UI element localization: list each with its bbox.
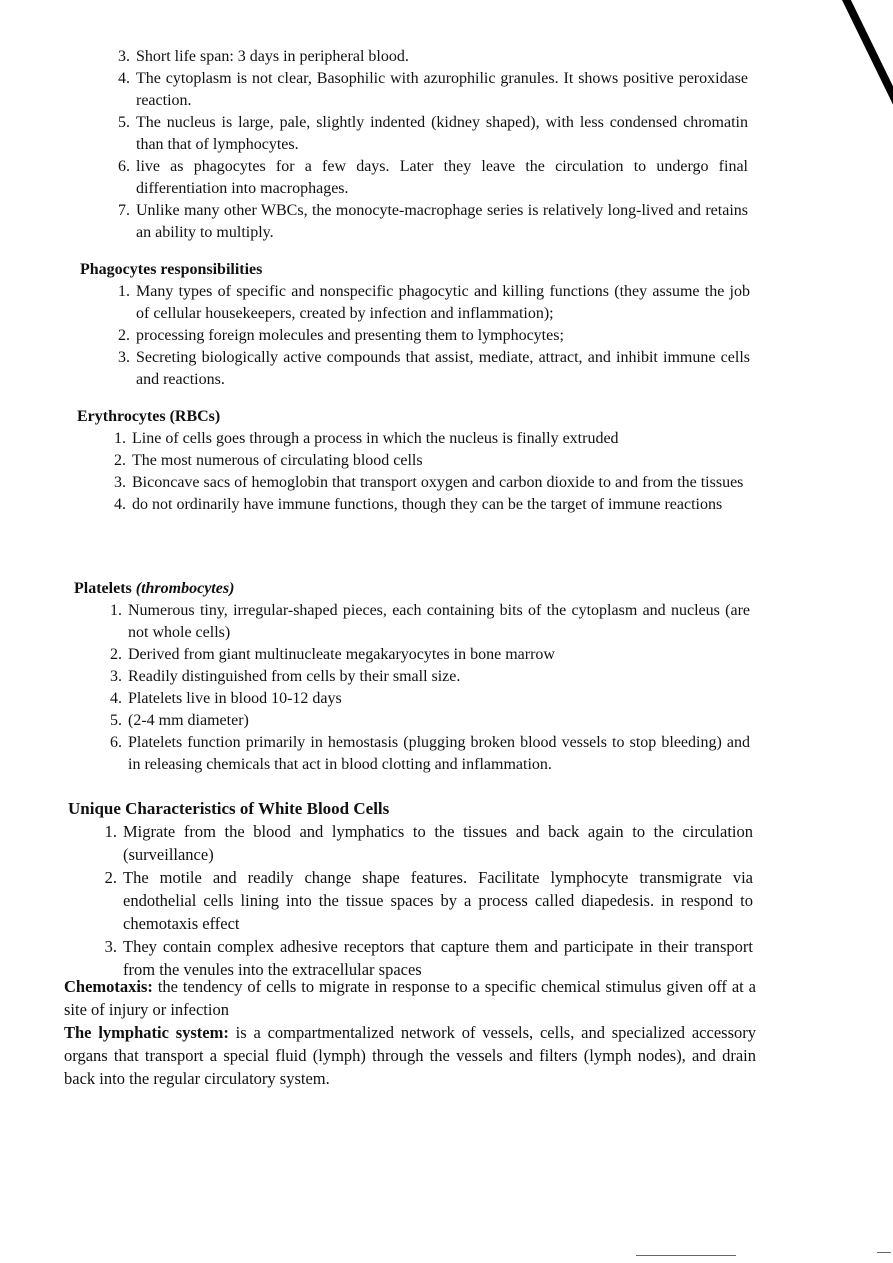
list-item: 1. Line of cells goes through a process in which the nucleus is finally extruded: [114, 430, 619, 447]
list-item: 2. Derived from giant multinucleate megakaryocytes in bone marrow: [110, 646, 555, 663]
definitions-section: [64, 975, 756, 1090]
list-item: 3. Short life span: 3 days in peripheral blood.: [118, 48, 409, 65]
list-item: 3. They contain complex adhesive receptors that capture them and participate in their transport from the venules into the extracellular spaces: [104, 937, 753, 979]
list-item: 5. (2-4 mm diameter): [110, 712, 249, 729]
section-heading: Platelets (thrombocytes): [74, 580, 235, 597]
list-item: 2. processing foreign molecules and presenting them to lymphocytes;: [118, 327, 564, 344]
list-item: 1. Migrate from the blood and lymphatics to the tissues and back again to the circulation (surveillance): [104, 822, 753, 864]
platelets-section: [74, 578, 750, 776]
section-heading: Unique Characteristics of White Blood Cells: [68, 799, 390, 818]
monocyte-list: [118, 46, 748, 244]
list-item: 3. Readily distinguished from cells by their small size.: [110, 668, 461, 685]
scan-bottom-line: [636, 1255, 736, 1256]
heading-italic-term: (thrombocytes): [135, 580, 235, 597]
lymphatic-system-definition: The lymphatic system: is a compartmentalized network of vessels, cells, and specialized accessory organs that transport a special fluid (lymph) through the vessels and filters (lymph nodes), and drain back into the regular circulatory system.: [64, 1023, 756, 1088]
list-item: 6. Platelets function primarily in hemostasis (plugging broken blood vessels to stop bleeding) and in releasing chemicals that act in blood clotting and inflammation.: [110, 734, 750, 773]
erythrocytes-section: [77, 406, 749, 516]
list-item: 3. Biconcave sacs of hemoglobin that transport oxygen and carbon dioxide to and from the tissues: [114, 474, 744, 491]
chemotaxis-definition: Chemotaxis: the tendency of cells to migrate in response to a specific chemical stimulus given off at a site of injury or infection: [64, 977, 756, 1019]
list-item: 4. do not ordinarily have immune functions, though they can be the target of immune reactions: [114, 496, 723, 513]
scan-edge-mark: [842, 0, 893, 184]
section-heading: Erythrocytes (RBCs): [77, 408, 221, 425]
list-item: 3. Secreting biologically active compounds that assist, mediate, attract, and inhibit immune cells and reactions.: [118, 349, 750, 388]
unique-wbc-list: [104, 820, 753, 981]
definition-term: Chemotaxis:: [64, 977, 153, 996]
list-item: 5. The nucleus is large, pale, slightly indented (kidney shaped), with less condensed chromatin than that of lymphocytes.: [118, 114, 748, 153]
phagocytes-list: [118, 281, 750, 391]
unique-wbc-section: [68, 797, 753, 981]
list-item: 1. Many types of specific and nonspecific phagocytic and killing functions (they assume the job of cellular housekeepers, created by infection and inflammation);: [118, 283, 750, 322]
list-item: 4. Platelets live in blood 10-12 days: [110, 690, 342, 707]
definition-term: The lymphatic system:: [64, 1023, 229, 1042]
list-item: 7. Unlike many other WBCs, the monocyte-macrophage series is relatively long-lived and retains an ability to multiply.: [118, 202, 748, 241]
list-item: 2. The motile and readily change shape features. Facilitate lymphocyte transmigrate via endothelial cells lining into the tissue spaces by a process called diapedesis. in respond to chemotaxis effect: [104, 868, 753, 933]
list-item: 2. The most numerous of circulating blood cells: [114, 452, 423, 469]
list-item: 1. Numerous tiny, irregular-shaped pieces, each containing bits of the cytoplasm and nucleus (are not whole cells): [110, 602, 750, 641]
platelets-list: [110, 600, 750, 776]
erythrocytes-list: [114, 428, 749, 516]
phagocytes-section: [80, 259, 750, 391]
section-heading: Phagocytes responsibilities: [80, 261, 263, 278]
list-item: 6. live as phagocytes for a few days. Later they leave the circulation to undergo final differentiation into macrophages.: [118, 158, 748, 197]
monocyte-list-section: [118, 46, 748, 244]
scan-bottom-line: [877, 1252, 891, 1253]
list-item: 4. The cytoplasm is not clear, Basophilic with azurophilic granules. It shows positive peroxidase reaction.: [118, 70, 748, 109]
